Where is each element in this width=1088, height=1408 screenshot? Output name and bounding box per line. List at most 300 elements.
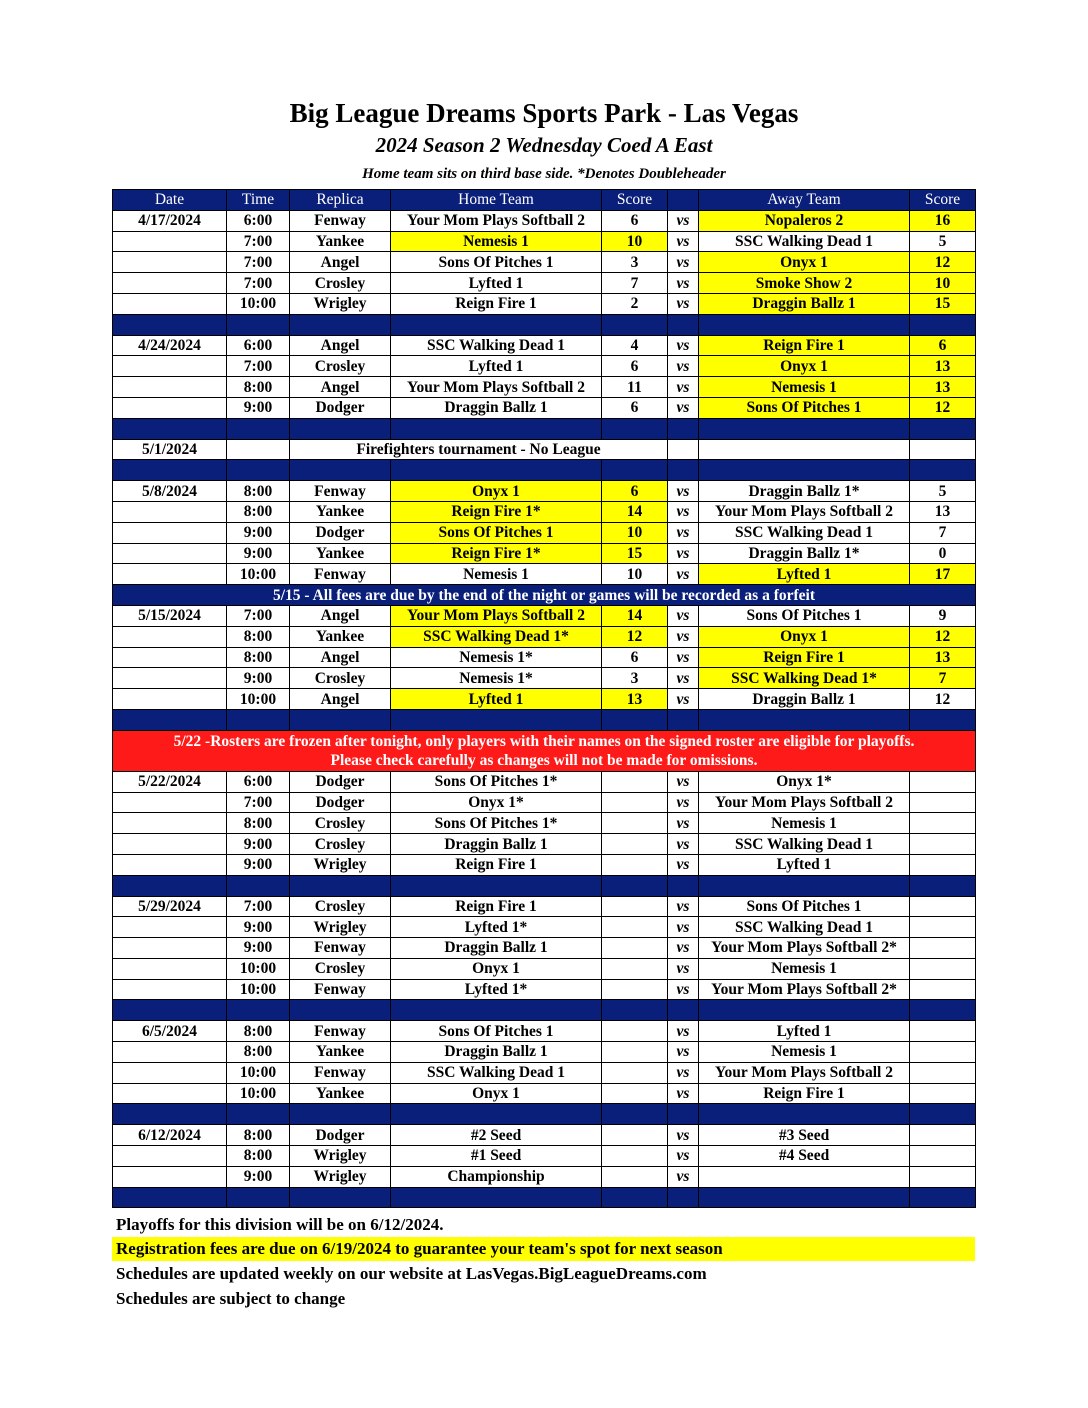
time-cell: 8:00 bbox=[227, 501, 290, 522]
home-score-cell: 10 bbox=[602, 231, 668, 252]
vs-cell: vs bbox=[668, 293, 699, 314]
home-score-cell bbox=[602, 792, 668, 813]
away-team-cell: Onyx 1 bbox=[699, 626, 910, 647]
separator-cell bbox=[910, 709, 976, 730]
home-score-cell: 10 bbox=[602, 522, 668, 543]
away-team-cell: Nemesis 1 bbox=[699, 1042, 910, 1063]
home-score-cell bbox=[602, 917, 668, 938]
vs-cell: vs bbox=[668, 356, 699, 377]
vs-cell: vs bbox=[668, 1062, 699, 1083]
game-row bbox=[113, 1083, 976, 1104]
replica-cell: Dodger bbox=[290, 397, 391, 418]
date-cell bbox=[113, 1062, 227, 1083]
replica-cell: Wrigley bbox=[290, 854, 391, 875]
replica-cell: Crosley bbox=[290, 834, 391, 855]
home-score-cell: 6 bbox=[602, 210, 668, 231]
vs-cell: vs bbox=[668, 917, 699, 938]
replica-cell: Angel bbox=[290, 377, 391, 398]
roster-alert-line1: 5/22 -Rosters are frozen after tonight, only players with their names on the signed roster are eligible for playoffs. bbox=[173, 732, 915, 750]
time-cell: 6:00 bbox=[227, 335, 290, 356]
separator-cell bbox=[699, 875, 910, 896]
game-row bbox=[113, 938, 976, 959]
date-cell bbox=[113, 522, 227, 543]
home-team-cell: Reign Fire 1 bbox=[391, 293, 602, 314]
replica-cell: Angel bbox=[290, 335, 391, 356]
away-team-cell: Sons Of Pitches 1 bbox=[699, 605, 910, 626]
footer-playoffs: Playoffs for this division will be on 6/12/2024. bbox=[116, 1215, 444, 1234]
away-team-cell bbox=[699, 439, 910, 460]
vs-cell: vs bbox=[668, 1083, 699, 1104]
game-row bbox=[113, 1125, 976, 1146]
separator-cell bbox=[113, 314, 227, 335]
replica-cell: Angel bbox=[290, 252, 391, 273]
away-score-cell: 12 bbox=[910, 397, 976, 418]
roster-alert bbox=[113, 730, 976, 771]
separator-cell bbox=[602, 1000, 668, 1021]
vs-cell: vs bbox=[668, 210, 699, 231]
home-score-cell bbox=[602, 854, 668, 875]
event-text: Firefighters tournament - No League bbox=[290, 439, 668, 460]
away-team-cell: Reign Fire 1 bbox=[699, 647, 910, 668]
week-separator-row bbox=[113, 1104, 976, 1125]
page-subtitle: 2024 Season 2 Wednesday Coed A East bbox=[375, 133, 713, 157]
game-row bbox=[113, 771, 976, 792]
separator-cell bbox=[113, 875, 227, 896]
replica-cell: Dodger bbox=[290, 771, 391, 792]
replica-cell: Wrigley bbox=[290, 1146, 391, 1167]
game-row bbox=[113, 231, 976, 252]
game-row bbox=[113, 356, 976, 377]
replica-cell: Crosley bbox=[290, 813, 391, 834]
game-row bbox=[113, 1062, 976, 1083]
date-cell bbox=[113, 564, 227, 585]
home-team-cell: Onyx 1 bbox=[391, 958, 602, 979]
home-team-cell: Lyfted 1* bbox=[391, 979, 602, 1000]
game-row bbox=[113, 1042, 976, 1063]
home-score-cell: 6 bbox=[602, 397, 668, 418]
away-team-cell: Your Mom Plays Softball 2 bbox=[699, 792, 910, 813]
home-team-cell: Lyfted 1 bbox=[391, 689, 602, 710]
replica-cell: Angel bbox=[290, 689, 391, 710]
date-cell bbox=[113, 543, 227, 564]
away-score-cell: 13 bbox=[910, 356, 976, 377]
replica-cell: Dodger bbox=[290, 522, 391, 543]
column-header: Home Team bbox=[391, 190, 602, 211]
home-team-cell: #2 Seed bbox=[391, 1125, 602, 1146]
footer-website: Schedules are updated weekly on our website at LasVegas.BigLeagueDreams.com bbox=[116, 1264, 707, 1283]
away-team-cell: SSC Walking Dead 1 bbox=[699, 917, 910, 938]
vs-cell: vs bbox=[668, 231, 699, 252]
time-cell: 9:00 bbox=[227, 917, 290, 938]
separator-cell bbox=[290, 1187, 391, 1208]
separator-cell bbox=[290, 875, 391, 896]
home-team-cell: Sons Of Pitches 1* bbox=[391, 771, 602, 792]
home-score-cell bbox=[602, 938, 668, 959]
home-score-cell: 3 bbox=[602, 668, 668, 689]
away-score-cell bbox=[910, 854, 976, 875]
away-score-cell bbox=[910, 917, 976, 938]
separator-cell bbox=[391, 418, 602, 439]
home-team-cell: Onyx 1 bbox=[391, 481, 602, 502]
schedule-table bbox=[112, 189, 976, 1208]
game-row bbox=[113, 813, 976, 834]
table-header bbox=[113, 190, 976, 211]
vs-cell: vs bbox=[668, 605, 699, 626]
week-separator-row bbox=[113, 875, 976, 896]
separator-cell bbox=[391, 1187, 602, 1208]
away-score-cell: 9 bbox=[910, 605, 976, 626]
separator-cell bbox=[699, 1187, 910, 1208]
footer-subject: Schedules are subject to change bbox=[116, 1289, 346, 1308]
home-team-cell: Championship bbox=[391, 1166, 602, 1187]
replica-cell: Wrigley bbox=[290, 293, 391, 314]
date-cell bbox=[113, 252, 227, 273]
separator-cell bbox=[910, 1000, 976, 1021]
separator-cell bbox=[668, 1104, 699, 1125]
game-row bbox=[113, 397, 976, 418]
replica-cell: Fenway bbox=[290, 1021, 391, 1042]
away-score-cell bbox=[910, 1062, 976, 1083]
game-row bbox=[113, 834, 976, 855]
vs-cell: vs bbox=[668, 834, 699, 855]
separator-cell bbox=[391, 875, 602, 896]
away-team-cell: SSC Walking Dead 1 bbox=[699, 522, 910, 543]
notice-row bbox=[113, 585, 976, 606]
replica-cell: Angel bbox=[290, 605, 391, 626]
away-team-cell: SSC Walking Dead 1 bbox=[699, 834, 910, 855]
date-cell bbox=[113, 397, 227, 418]
replica-cell: Wrigley bbox=[290, 1166, 391, 1187]
away-team-cell: Your Mom Plays Softball 2* bbox=[699, 979, 910, 1000]
date-cell: 5/8/2024 bbox=[113, 481, 227, 502]
event-row bbox=[113, 439, 976, 460]
home-team-cell: Reign Fire 1 bbox=[391, 896, 602, 917]
vs-cell: vs bbox=[668, 501, 699, 522]
time-cell bbox=[227, 439, 290, 460]
date-cell bbox=[113, 1166, 227, 1187]
date-cell bbox=[113, 834, 227, 855]
away-score-cell bbox=[910, 979, 976, 1000]
replica-cell: Yankee bbox=[290, 626, 391, 647]
column-header: Score bbox=[910, 190, 976, 211]
game-row bbox=[113, 481, 976, 502]
home-score-cell bbox=[602, 1166, 668, 1187]
away-team-cell: Draggin Ballz 1* bbox=[699, 543, 910, 564]
away-team-cell: Draggin Ballz 1* bbox=[699, 481, 910, 502]
game-row bbox=[113, 1146, 976, 1167]
separator-cell bbox=[668, 1000, 699, 1021]
time-cell: 7:00 bbox=[227, 273, 290, 294]
separator-cell bbox=[391, 1104, 602, 1125]
away-team-cell: Your Mom Plays Softball 2 bbox=[699, 501, 910, 522]
time-cell: 8:00 bbox=[227, 1125, 290, 1146]
game-row bbox=[113, 792, 976, 813]
away-team-cell: Smoke Show 2 bbox=[699, 273, 910, 294]
away-score-cell bbox=[910, 792, 976, 813]
separator-cell bbox=[699, 460, 910, 481]
date-cell bbox=[113, 647, 227, 668]
time-cell: 6:00 bbox=[227, 771, 290, 792]
game-row bbox=[113, 626, 976, 647]
time-cell: 7:00 bbox=[227, 896, 290, 917]
footer-registration: Registration fees are due on 6/19/2024 to guarantee your team's spot for next season bbox=[112, 1237, 975, 1261]
separator-cell bbox=[668, 460, 699, 481]
home-team-cell: Nemesis 1* bbox=[391, 647, 602, 668]
away-team-cell: Sons Of Pitches 1 bbox=[699, 896, 910, 917]
home-score-cell: 13 bbox=[602, 689, 668, 710]
away-team-cell: Nemesis 1 bbox=[699, 813, 910, 834]
week-separator-row bbox=[113, 460, 976, 481]
vs-cell: vs bbox=[668, 771, 699, 792]
home-team-cell: Lyfted 1 bbox=[391, 273, 602, 294]
vs-cell: vs bbox=[668, 481, 699, 502]
away-score-cell: 17 bbox=[910, 564, 976, 585]
time-cell: 10:00 bbox=[227, 689, 290, 710]
separator-cell bbox=[227, 1000, 290, 1021]
away-team-cell: Nopaleros 2 bbox=[699, 210, 910, 231]
separator-cell bbox=[113, 460, 227, 481]
time-cell: 7:00 bbox=[227, 605, 290, 626]
separator-cell bbox=[227, 418, 290, 439]
game-row bbox=[113, 273, 976, 294]
time-cell: 10:00 bbox=[227, 1083, 290, 1104]
home-team-cell: Draggin Ballz 1 bbox=[391, 1042, 602, 1063]
separator-cell bbox=[910, 875, 976, 896]
away-team-cell: Your Mom Plays Softball 2 bbox=[699, 1062, 910, 1083]
separator-cell bbox=[910, 1187, 976, 1208]
time-cell: 10:00 bbox=[227, 564, 290, 585]
home-score-cell bbox=[602, 1146, 668, 1167]
time-cell: 8:00 bbox=[227, 626, 290, 647]
date-cell: 5/1/2024 bbox=[113, 439, 227, 460]
separator-cell bbox=[391, 314, 602, 335]
separator-cell bbox=[290, 460, 391, 481]
away-team-cell: Lyfted 1 bbox=[699, 854, 910, 875]
away-score-cell bbox=[910, 834, 976, 855]
separator-cell bbox=[668, 418, 699, 439]
away-team-cell bbox=[699, 1166, 910, 1187]
away-score-cell: 13 bbox=[910, 647, 976, 668]
home-score-cell: 11 bbox=[602, 377, 668, 398]
game-row bbox=[113, 335, 976, 356]
separator-cell bbox=[391, 460, 602, 481]
separator-cell bbox=[602, 418, 668, 439]
time-cell: 9:00 bbox=[227, 397, 290, 418]
game-row bbox=[113, 293, 976, 314]
vs-cell: vs bbox=[668, 1042, 699, 1063]
date-cell bbox=[113, 668, 227, 689]
separator-cell bbox=[113, 1187, 227, 1208]
separator-cell bbox=[668, 1187, 699, 1208]
home-team-cell: Draggin Ballz 1 bbox=[391, 397, 602, 418]
vs-cell: vs bbox=[668, 958, 699, 979]
game-row bbox=[113, 1021, 976, 1042]
away-team-cell: Draggin Ballz 1 bbox=[699, 293, 910, 314]
vs-cell bbox=[668, 439, 699, 460]
time-cell: 7:00 bbox=[227, 792, 290, 813]
game-row bbox=[113, 543, 976, 564]
home-score-cell: 14 bbox=[602, 605, 668, 626]
vs-cell: vs bbox=[668, 938, 699, 959]
time-cell: 8:00 bbox=[227, 813, 290, 834]
replica-cell: Crosley bbox=[290, 896, 391, 917]
separator-cell bbox=[290, 314, 391, 335]
away-team-cell: Lyfted 1 bbox=[699, 564, 910, 585]
column-header: Time bbox=[227, 190, 290, 211]
date-cell bbox=[113, 377, 227, 398]
time-cell: 9:00 bbox=[227, 938, 290, 959]
week-separator-row bbox=[113, 314, 976, 335]
time-cell: 8:00 bbox=[227, 1042, 290, 1063]
time-cell: 9:00 bbox=[227, 543, 290, 564]
home-score-cell: 6 bbox=[602, 647, 668, 668]
away-score-cell bbox=[910, 938, 976, 959]
time-cell: 8:00 bbox=[227, 377, 290, 398]
separator-cell bbox=[391, 709, 602, 730]
home-score-cell bbox=[602, 1083, 668, 1104]
away-score-cell bbox=[910, 1042, 976, 1063]
time-cell: 10:00 bbox=[227, 1062, 290, 1083]
home-team-cell: Your Mom Plays Softball 2 bbox=[391, 210, 602, 231]
time-cell: 6:00 bbox=[227, 210, 290, 231]
away-score-cell: 12 bbox=[910, 689, 976, 710]
date-cell bbox=[113, 813, 227, 834]
game-row bbox=[113, 210, 976, 231]
separator-cell bbox=[227, 1187, 290, 1208]
vs-cell: vs bbox=[668, 1146, 699, 1167]
home-score-cell: 6 bbox=[602, 356, 668, 377]
home-team-cell: Reign Fire 1 bbox=[391, 854, 602, 875]
home-team-cell: SSC Walking Dead 1* bbox=[391, 626, 602, 647]
time-cell: 8:00 bbox=[227, 1146, 290, 1167]
vs-cell: vs bbox=[668, 522, 699, 543]
away-score-cell bbox=[910, 1021, 976, 1042]
separator-cell bbox=[602, 1104, 668, 1125]
time-cell: 7:00 bbox=[227, 252, 290, 273]
separator-cell bbox=[668, 875, 699, 896]
away-team-cell: SSC Walking Dead 1 bbox=[699, 231, 910, 252]
home-score-cell bbox=[602, 834, 668, 855]
vs-cell: vs bbox=[668, 896, 699, 917]
replica-cell: Yankee bbox=[290, 543, 391, 564]
date-cell bbox=[113, 273, 227, 294]
game-row bbox=[113, 917, 976, 938]
time-cell: 8:00 bbox=[227, 647, 290, 668]
roster-alert-line2: Please check carefully as changes will not be made for omissions. bbox=[330, 751, 758, 769]
home-team-cell: Nemesis 1 bbox=[391, 231, 602, 252]
time-cell: 10:00 bbox=[227, 293, 290, 314]
date-cell: 6/12/2024 bbox=[113, 1125, 227, 1146]
home-team-cell: Lyfted 1* bbox=[391, 917, 602, 938]
separator-cell bbox=[699, 709, 910, 730]
date-cell bbox=[113, 979, 227, 1000]
vs-cell: vs bbox=[668, 792, 699, 813]
home-team-cell: Lyfted 1 bbox=[391, 356, 602, 377]
game-row bbox=[113, 854, 976, 875]
away-score-cell: 5 bbox=[910, 231, 976, 252]
game-row bbox=[113, 564, 976, 585]
notice-text: 5/15 - All fees are due by the end of the night or games will be recorded as a forfeit bbox=[113, 585, 976, 606]
game-row bbox=[113, 668, 976, 689]
time-cell: 10:00 bbox=[227, 979, 290, 1000]
away-team-cell: Onyx 1* bbox=[699, 771, 910, 792]
vs-cell: vs bbox=[668, 397, 699, 418]
replica-cell: Dodger bbox=[290, 792, 391, 813]
date-cell: 5/22/2024 bbox=[113, 771, 227, 792]
date-cell bbox=[113, 854, 227, 875]
date-cell bbox=[113, 626, 227, 647]
date-cell: 4/17/2024 bbox=[113, 210, 227, 231]
game-row bbox=[113, 377, 976, 398]
home-team-cell: Onyx 1 bbox=[391, 1083, 602, 1104]
game-row bbox=[113, 1166, 976, 1187]
week-separator-row bbox=[113, 1000, 976, 1021]
vs-cell: vs bbox=[668, 543, 699, 564]
away-team-cell: Reign Fire 1 bbox=[699, 335, 910, 356]
separator-cell bbox=[113, 1000, 227, 1021]
vs-cell: vs bbox=[668, 979, 699, 1000]
separator-cell bbox=[391, 1000, 602, 1021]
time-cell: 8:00 bbox=[227, 1021, 290, 1042]
home-score-cell bbox=[602, 1021, 668, 1042]
date-cell bbox=[113, 1042, 227, 1063]
separator-cell bbox=[602, 314, 668, 335]
home-team-cell: Draggin Ballz 1 bbox=[391, 834, 602, 855]
away-team-cell: Draggin Ballz 1 bbox=[699, 689, 910, 710]
date-cell bbox=[113, 792, 227, 813]
home-team-cell: Reign Fire 1* bbox=[391, 543, 602, 564]
away-team-cell: Onyx 1 bbox=[699, 252, 910, 273]
home-score-cell bbox=[602, 1042, 668, 1063]
separator-cell bbox=[699, 1104, 910, 1125]
replica-cell: Crosley bbox=[290, 958, 391, 979]
home-score-cell: 6 bbox=[602, 481, 668, 502]
date-cell bbox=[113, 1146, 227, 1167]
game-row bbox=[113, 958, 976, 979]
home-score-cell bbox=[602, 1062, 668, 1083]
replica-cell: Fenway bbox=[290, 938, 391, 959]
game-row bbox=[113, 896, 976, 917]
separator-cell bbox=[227, 314, 290, 335]
away-team-cell: Nemesis 1 bbox=[699, 377, 910, 398]
away-score-cell: 12 bbox=[910, 252, 976, 273]
vs-cell: vs bbox=[668, 1021, 699, 1042]
home-team-cell: Draggin Ballz 1 bbox=[391, 938, 602, 959]
vs-cell: vs bbox=[668, 273, 699, 294]
doubleheader-note: Home team sits on third base side. *Denotes Doubleheader bbox=[362, 166, 726, 182]
away-score-cell: 6 bbox=[910, 335, 976, 356]
away-score-cell: 7 bbox=[910, 522, 976, 543]
vs-cell: vs bbox=[668, 626, 699, 647]
replica-cell: Wrigley bbox=[290, 917, 391, 938]
column-header: Away Team bbox=[699, 190, 910, 211]
away-score-cell: 5 bbox=[910, 481, 976, 502]
time-cell: 9:00 bbox=[227, 1166, 290, 1187]
vs-cell: vs bbox=[668, 1166, 699, 1187]
column-header: Replica bbox=[290, 190, 391, 211]
separator-cell bbox=[227, 1104, 290, 1125]
replica-cell: Crosley bbox=[290, 668, 391, 689]
replica-cell: Fenway bbox=[290, 210, 391, 231]
time-cell: 10:00 bbox=[227, 958, 290, 979]
date-cell bbox=[113, 938, 227, 959]
home-team-cell: Sons Of Pitches 1* bbox=[391, 813, 602, 834]
date-cell bbox=[113, 501, 227, 522]
home-team-cell: SSC Walking Dead 1 bbox=[391, 335, 602, 356]
separator-cell bbox=[910, 1104, 976, 1125]
away-score-cell: 12 bbox=[910, 626, 976, 647]
separator-cell bbox=[910, 314, 976, 335]
